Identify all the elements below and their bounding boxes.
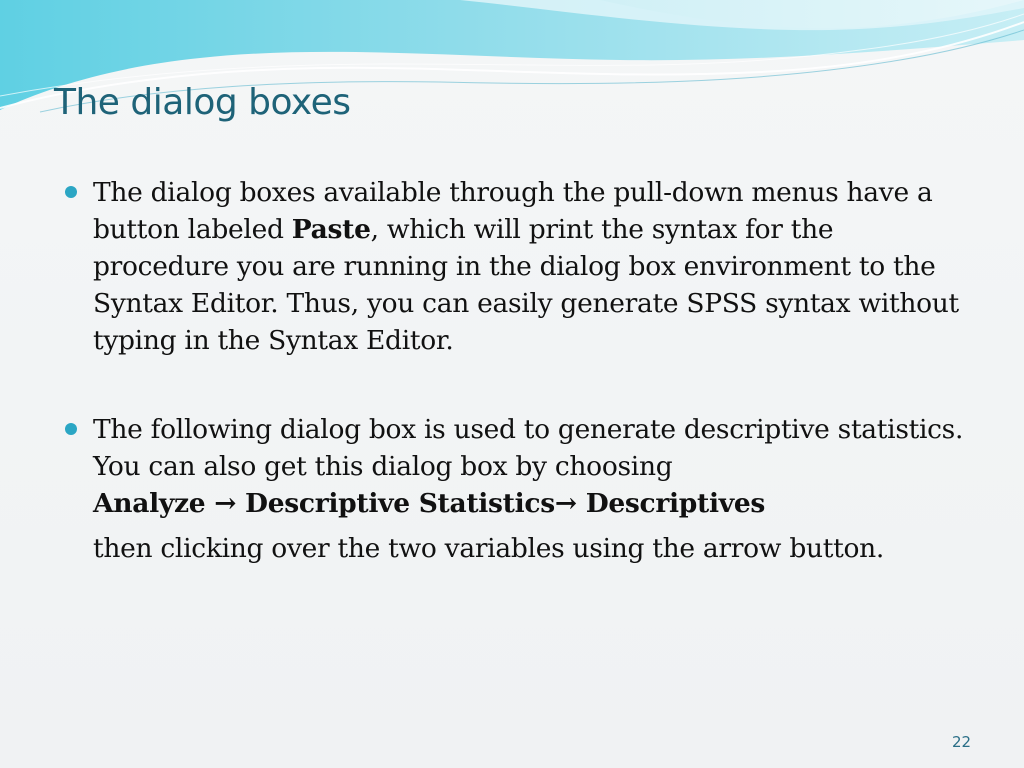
bullet-continuation-text: then clicking over the two variables using the arrow button. — [93, 533, 884, 564]
bullet-list — [64, 174, 974, 567]
menu-path-step-descriptive-statistics: Descriptive Statistics — [245, 488, 555, 519]
round-bullet-icon — [65, 186, 77, 198]
paste-button-name: Paste — [291, 214, 371, 245]
bullet-item-descriptive-statistics — [64, 411, 974, 567]
bullet-text-part: The dialog boxes available through the pull-down menus have a button labeled — [93, 177, 933, 245]
menu-path-arrow: → — [205, 488, 246, 519]
bullet-text-part: , which will print the syntax for the procedure you are running in the dialog box environment to the Syntax Editor. Thus, you can easily generate SPSS syntax without typing in the Syntax Editor. — [93, 214, 959, 356]
bullet-text: The following dialog box is used to generate descriptive statistics. You can also get this dialog box by choosing — [93, 414, 964, 482]
menu-path-arrow: → — [554, 488, 586, 519]
bullet-item-paste-button — [64, 174, 974, 359]
page-number: 22 — [952, 733, 972, 751]
round-bullet-icon — [65, 423, 77, 435]
menu-path — [93, 485, 974, 522]
menu-path-step-analyze: Analyze — [93, 488, 206, 519]
menu-path-step-descriptives: Descriptives — [585, 488, 766, 519]
slide-title: The dialog boxes — [54, 82, 351, 123]
bullet-text — [93, 174, 974, 359]
